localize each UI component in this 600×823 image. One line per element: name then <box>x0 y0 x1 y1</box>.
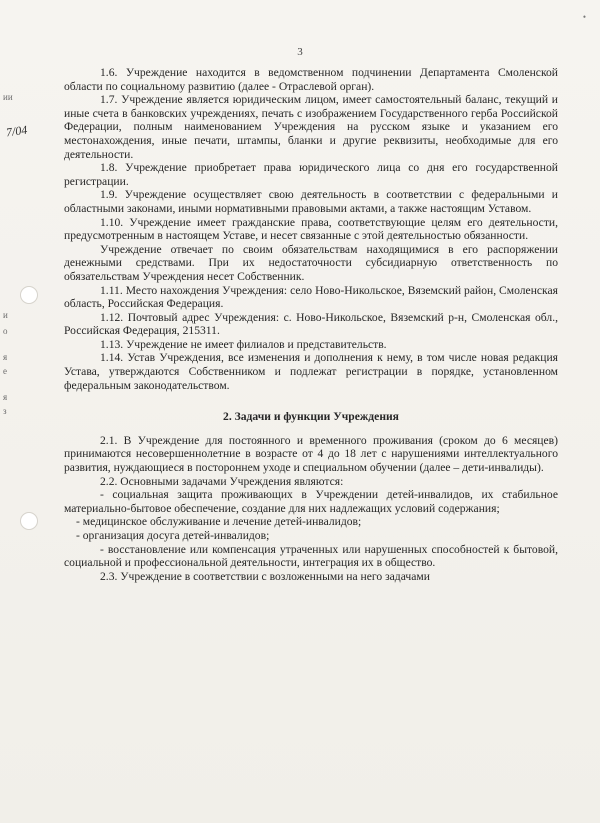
punch-hole-bottom <box>20 512 38 530</box>
paragraph-1-14: 1.14. Устав Учреждения, все изменения и дополнения к нему, в том числе новая редакция Устава, утверждаются Собственником и подлежат регистрации в порядке, установленном федеральным законодательством. <box>64 351 558 392</box>
paragraph-1-8: 1.8. Учреждение приобретает права юридического лица со дня его государственной регистрации. <box>64 161 558 188</box>
margin-fragment-6: з <box>3 406 7 416</box>
corner-mark: • <box>582 12 586 22</box>
margin-handwritten-note: 7/04 <box>5 122 29 140</box>
list-item-leisure: - организация досуга детей-инвалидов; <box>76 529 270 542</box>
document-body <box>64 66 558 583</box>
list-item-medical: - медицинское обслуживание и лечение детей-инвалидов; <box>76 515 362 529</box>
punch-hole-top <box>20 286 38 304</box>
list-item-rehabilitation: - восстановление или компенсация утраченных или нарушенных способностей к бытовой, социальной и профессиональной деятельности, интеграция их в общество. <box>64 542 558 570</box>
paragraph-1-6: 1.6. Учреждение находится в ведомственном подчинении Департамента Смоленской области по социальному развитию (далее - Отраслевой орган). <box>64 66 558 93</box>
paragraph-1-9: 1.9. Учреждение осуществляет свою деятельность в соответствии с федеральными и областными законами, иными нормативными правовыми актами, а также настоящим Уставом. <box>64 188 558 215</box>
paragraph-2-2: 2.2. Основными задачами Учреждения являются: <box>100 474 344 488</box>
page-number: 3 <box>297 46 303 58</box>
margin-fragment-2: о <box>3 326 8 336</box>
paragraph-2-1: 2.1. В Учреждение для постоянного и временного проживания (сроком до 6 месяцев) принимаются несовершеннолетние в возрасте от 4 до 18 лет с нарушениями интеллектуального развития, нуждающиеся в постороннем уходе и специальном обучении (далее – дети-инвалиды). <box>64 433 558 475</box>
section-heading: 2. Задачи и функции Учреждения <box>223 410 399 424</box>
paragraph-1-13: 1.13. Учреждение не имеет филиалов и представительств. <box>100 337 387 351</box>
margin-fragment-3: я <box>3 352 8 362</box>
paragraph-2-3: 2.3. Учреждение в соответствии с возложенными на него задачами <box>100 569 430 583</box>
paragraph-1-11: 1.11. Место нахождения Учреждения: село Ново-Никольское, Вяземский район, Смоленская область, Российская Федерация. <box>64 283 558 311</box>
margin-fragment-top: ии <box>3 92 13 102</box>
paragraph-1-10: 1.10. Учреждение имеет гражданские права, соответствующие целям его деятельности, предусмотренным в настоящем Уставе, и несет связанные с этой деятельностью обязанности. <box>64 215 558 243</box>
margin-fragment-5: я <box>3 392 8 402</box>
margin-fragment-1: и <box>3 310 8 320</box>
paragraph-liability: Учреждение отвечает по своим обязательствам находящимися в его распоряжении денежными средствами. При их недостаточности субсидиарную ответственность по обязательствам Учреждения несет Собственник. <box>64 242 558 283</box>
paragraph-1-12: 1.12. Почтовый адрес Учреждения: с. Ново-Никольское, Вяземский р-н, Смоленская обл., Российская Федерация, 215311. <box>64 310 558 338</box>
margin-fragment-4: е <box>3 366 7 376</box>
list-item-social-protection: - социальная защита проживающих в Учреждении детей-инвалидов, их стабильное материально-бытовое обеспечение, создание для них надлежащих условий содержания; <box>64 488 558 515</box>
paragraph-1-7: 1.7. Учреждение является юридическим лицом, имеет самостоятельный баланс, текущий и иные счета в банковских учреждениях, печать с изображением Государственного герба Российской Федерации, полным наименованием Учреждения на русском языке и указанием его местонахождения, иные печати, штампы, бланки и другие реквизиты, необходимые для его деятельности. <box>64 93 558 161</box>
